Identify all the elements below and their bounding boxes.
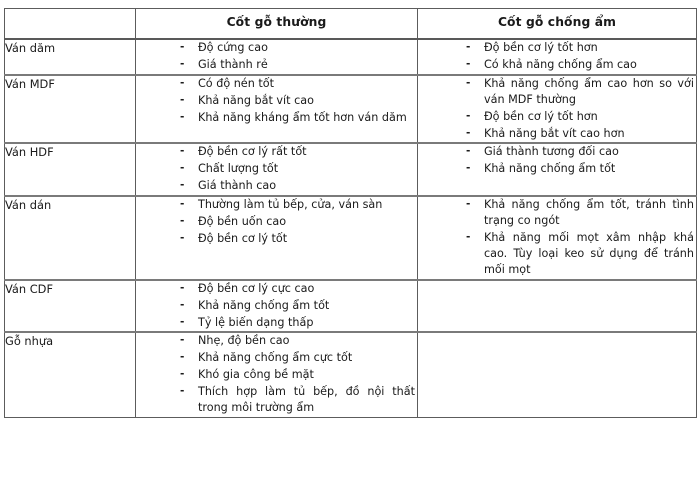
bullet-item [136,350,417,366]
bullet-text: Thích hợp làm tủ bếp, đồ nội thất trong môi trường ẩm [198,385,415,415]
bullet-marker-icon: - [466,41,471,53]
material-type-cell [5,75,136,144]
bullet-item [136,161,417,177]
bullet-list [418,144,696,177]
normal-core-cell [136,143,418,196]
bullet-text: Khả năng chống ẩm tốt, tránh tình trạng co ngót [484,198,694,228]
bullet-marker-icon: - [180,110,185,123]
material-type-label: Ván dăm [5,41,56,55]
bullet-text: Độ cứng cao [198,41,268,54]
bullet-text: Độ bền uốn cao [198,215,287,229]
bullet-text: Thường làm tủ bếp, cửa, ván sàn [198,198,383,212]
wood-core-comparison-table [4,8,697,418]
moisture-core-cell [418,196,697,280]
bullet-text: Khó gia công bề mặt [198,368,314,382]
bullet-text: Khả năng chống ẩm cực tốt [198,351,353,365]
bullet-text: Khả năng mối mọt xâm nhập khá cao. Tùy loại keo sử dụng để tránh mối mọt [484,230,694,276]
bullet-text: Khả năng bắt vít cao [198,93,314,107]
bullet-marker-icon: - [180,41,185,53]
bullet-text: Chất lượng tốt [198,162,279,176]
bullet-item [418,161,696,177]
bullet-marker-icon: - [180,179,185,192]
bullet-marker-icon: - [466,126,471,139]
bullet-item [136,231,417,247]
bullet-marker-icon: - [180,334,185,347]
table-row [5,143,697,196]
bullet-item [136,40,417,56]
moisture-core-cell [418,39,697,75]
bullet-marker-icon: - [180,351,185,364]
bullet-item [418,40,696,56]
bullet-text: Khả năng bắt vít cao hơn [484,126,625,140]
bullet-marker-icon: - [180,57,185,70]
bullet-marker-icon: - [466,162,471,175]
bullet-marker-icon: - [180,215,185,228]
bullet-item [418,57,696,73]
bullet-item [418,76,696,108]
bullet-marker-icon: - [180,385,185,398]
bullet-marker-icon: - [180,93,185,106]
table-row [5,39,697,75]
bullet-marker-icon: - [466,198,471,211]
bullet-list [418,40,696,73]
material-type-cell [5,332,136,417]
table-row [5,196,697,280]
bullet-text: Độ bền cơ lý tốt hơn [484,41,598,54]
bullet-marker-icon: - [180,231,185,244]
bullet-list [418,76,696,142]
bullet-list [136,40,417,73]
bullet-list [136,197,417,247]
bullet-marker-icon: - [466,76,471,89]
bullet-item [418,144,696,160]
bullet-item [136,57,417,73]
bullet-list [136,281,417,331]
table-header-row [5,9,697,40]
table-row [5,332,697,417]
material-type-label: Ván HDF [5,145,54,160]
bullet-list [136,76,417,126]
header-cell-type [5,9,136,40]
bullet-item [418,109,696,125]
bullet-marker-icon: - [180,198,185,211]
bullet-marker-icon: - [466,109,471,122]
material-type-label: Ván dán [5,198,52,213]
bullet-item [136,110,417,126]
header-cell-normal [136,9,418,40]
bullet-item [136,298,417,314]
bullet-item [136,333,417,349]
bullet-item [136,367,417,383]
bullet-text: Độ bền cơ lý cực cao [198,281,315,295]
bullet-item [136,384,417,416]
bullet-text: Tỷ lệ biến dạng thấp [198,315,314,329]
bullet-text: Độ bền cơ lý tốt [198,231,288,245]
bullet-marker-icon: - [180,368,185,381]
bullet-item [136,214,417,230]
bullet-marker-icon: - [180,315,185,328]
moisture-core-cell [418,75,697,144]
moisture-core-cell [418,143,697,196]
bullet-text: Khả năng chống ẩm tốt [484,162,616,176]
bullet-item [136,76,417,92]
material-type-cell [5,39,136,75]
bullet-marker-icon: - [466,145,471,158]
bullet-text: Khả năng chống ẩm cao hơn so với ván MDF thường [484,76,694,106]
material-type-label: Gỗ nhựa [5,334,54,349]
normal-core-cell [136,75,418,144]
bullet-marker-icon: - [180,298,185,311]
bullet-text: Giá thành tương đối cao [484,145,619,159]
header-moisture-label: Cốt gỗ chống ẩm [497,15,617,29]
bullet-text: Nhẹ, độ bền cao [198,334,290,348]
bullet-item [136,315,417,331]
bullet-list [136,144,417,194]
material-type-label: Ván MDF [5,76,55,91]
header-normal-label: Cốt gỗ thường [226,15,327,29]
bullet-list [418,197,696,278]
bullet-item [136,144,417,160]
bullet-item [418,126,696,142]
bullet-marker-icon: - [180,162,185,175]
bullet-item [418,197,696,229]
bullet-marker-icon: - [466,57,471,70]
table-body [5,39,697,417]
material-type-cell [5,196,136,280]
table-row [5,75,697,144]
bullet-marker-icon: - [180,76,185,89]
empty-cell [418,332,697,417]
header-cell-moisture [418,9,697,40]
material-type-label: Ván CDF [5,281,54,296]
bullet-marker-icon: - [180,281,185,294]
bullet-text: Khả năng kháng ẩm tốt hơn ván dăm [198,110,407,124]
normal-core-cell [136,39,418,75]
bullet-item [418,230,696,278]
normal-core-cell [136,332,418,417]
bullet-text: Khả năng chống ẩm tốt [198,298,330,312]
normal-core-cell [136,196,418,280]
bullet-item [136,178,417,194]
bullet-text: Có khả năng chống ẩm cao [484,57,637,71]
bullet-text: Có độ nén tốt [198,76,274,90]
normal-core-cell [136,280,418,333]
bullet-text: Giá thành cao [198,179,277,193]
bullet-item [136,197,417,213]
table-row [5,280,697,333]
bullet-text: Độ bền cơ lý rất tốt [198,145,307,159]
bullet-item [136,93,417,109]
bullet-text: Giá thành rẻ [198,57,268,71]
material-type-cell [5,280,136,333]
bullet-marker-icon: - [180,145,185,158]
empty-cell [418,280,697,333]
material-type-cell [5,143,136,196]
bullet-text: Độ bền cơ lý tốt hơn [484,109,598,123]
bullet-item [136,281,417,297]
bullet-marker-icon: - [466,230,471,243]
bullet-list [136,333,417,416]
